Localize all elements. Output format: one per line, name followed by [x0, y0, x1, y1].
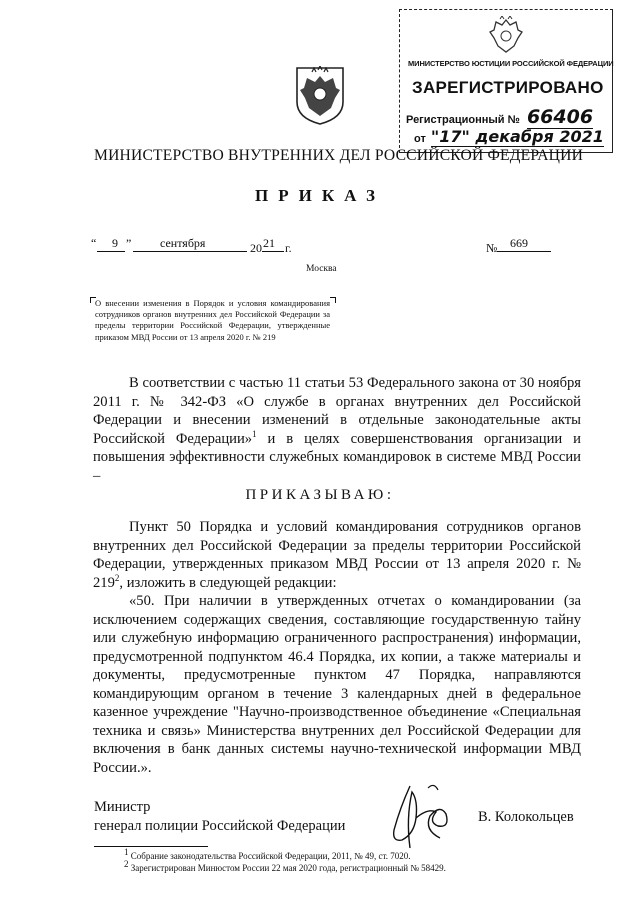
preamble-text: В соответствии с частью 11 статьи 53 Федерального закона от 30 ноября 2011 г. № 342-ФЗ «О службе в органах внутренних дел Российской Федерации и внесении изменений в отдельные законодательные акты Российской Федерации» [93, 375, 581, 447]
stamp-reg-number: 66406 [526, 106, 594, 128]
signer-block [94, 798, 345, 836]
body-paragraph-1: Пункт 50 Порядка и условий командирования сотрудников органов внутренних дел Российской Федерации за пределы территории Российской Федерации, утвержденных приказом МВД России от 13 апреля 2020 г. № 219 [93, 519, 581, 591]
order-heading: ПРИКАЗЫВАЮ: [245, 487, 395, 503]
handwritten-signature [380, 778, 470, 858]
footnote-1: $^1$ Собрание законодательства Российской Федерации, 2011, № 49, ст. 7020. [124, 847, 411, 861]
number-sign: № [486, 241, 498, 255]
document-type: ПРИКАЗ [255, 186, 385, 205]
ministry-title: МИНИСТЕРСТВО ВНУТРЕННИХ ДЕЛ РОССИЙСКОЙ ФЕДЕРАЦИИ [94, 147, 584, 164]
stamp-reg-line [406, 106, 593, 128]
preamble [93, 374, 581, 485]
coat-of-arms-icon [292, 66, 348, 126]
footnote-ref-2: 2 [114, 572, 120, 583]
footnote-ref-1: 1 [252, 428, 257, 439]
date-year-prefix: 20 [250, 241, 262, 255]
date-year: 21 [263, 236, 275, 250]
footnote-2: $^2$ Зарегистрирован Минюстом России 22 мая 2020 года, регистрационный № 58429. [124, 859, 446, 873]
registration-stamp [399, 9, 613, 153]
body-paragraph-1-cont: , изложить в следующей редакции: [119, 574, 337, 591]
stamp-ministry: МИНИСТЕРСТВО ЮСТИЦИИ РОССИЙСКОЙ ФЕДЕРАЦИИ [408, 59, 614, 68]
city: Москва [306, 264, 337, 274]
stamp-date-handwritten: "17" декабря 2021 [430, 127, 604, 146]
order-subject: О внесении изменения в Порядок и условия командирования сотрудников органов внутренних дел Российской Федерации за пределы территории Российской Федерации, утвержденные приказом МВД России от 13 апреля 2020 г. № 219 [95, 298, 330, 342]
body-paragraph-2: «50. При наличии в утвержденных отчетах о командировании (за исключением содержащих сведения, составляющие государственную тайну или служебную информацию ограниченного распространения) информации, предусмотренной подпунктом 46.4 Порядка, их копии, а также материалы и документы, предусмотренные пунктом 47 Порядка, направляются командирующим органом в течение 3 календарных дней в федеральное казенное учреждение "Научно-производственное объединение «Специальная техника и связь» Министерства внутренних дел Российской Федерации для включения в банк данных системы научно-технической информации МВД России.». [93, 593, 581, 776]
date-year-suffix: г. [285, 241, 292, 255]
date-close-quote: ” [126, 236, 132, 250]
stamp-date-line [414, 127, 604, 146]
stamp-date-prefix: от [414, 133, 426, 145]
footnotes [124, 847, 446, 874]
emblem-icon [488, 16, 524, 56]
signer-title: Министр [94, 799, 151, 815]
signer-rank: генерал полиции Российской Федерации [94, 818, 346, 834]
date-open-quote: “ [91, 236, 97, 250]
date-day: 9 [112, 236, 118, 250]
preamble-text-cont: и в целях совершенствования организации и повышения эффективности служебных командировок в системе МВД России – [93, 430, 581, 484]
stamp-reg-label: Регистрационный № [406, 114, 520, 126]
date-month: сентября [160, 236, 206, 250]
footnote-divider [94, 846, 208, 847]
stamp-title: ЗАРЕГИСТРИРОВАНО [412, 78, 604, 97]
subject-bracket-right [330, 297, 336, 303]
signer-name: В. Колокольцев [478, 809, 574, 825]
order-body [93, 518, 581, 777]
order-number: 669 [510, 236, 528, 250]
